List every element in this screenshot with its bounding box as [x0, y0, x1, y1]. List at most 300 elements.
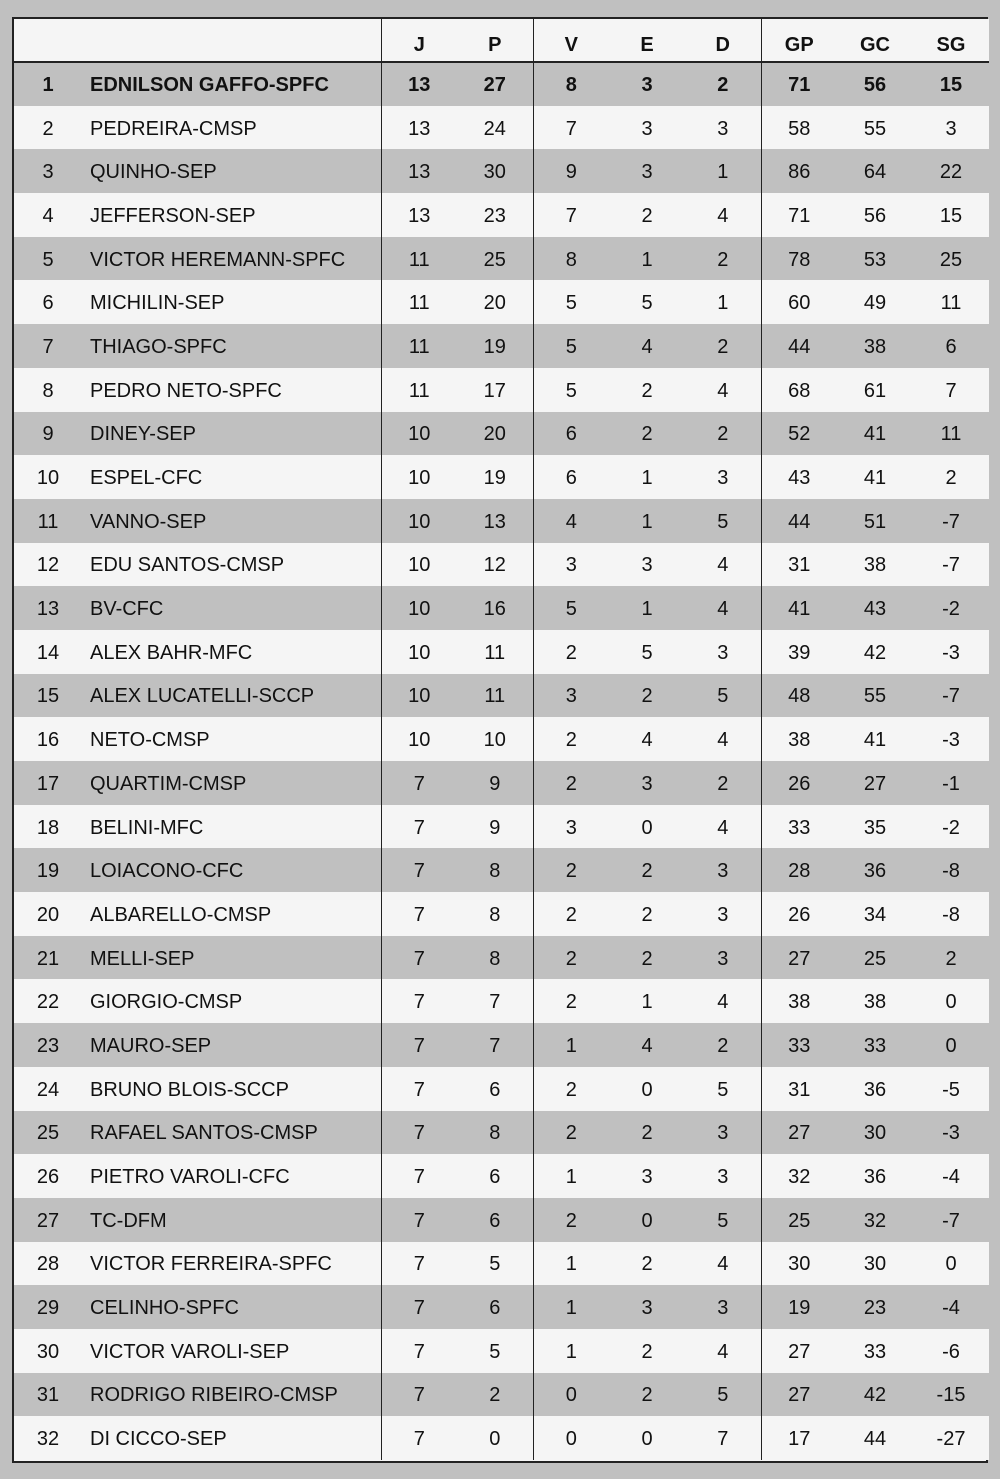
cell-name: BV-CFC — [82, 586, 381, 630]
table-row — [14, 543, 989, 587]
cell-v: 8 — [565, 74, 577, 97]
cell-sg: 2 — [945, 947, 957, 970]
cell-v: 1 — [565, 1253, 577, 1276]
cell-gp: 38 — [788, 729, 811, 752]
cell-j: 10 — [408, 685, 431, 708]
cell-j: 7 — [413, 1340, 425, 1363]
cell-v: 2 — [565, 947, 577, 970]
cell-v: 2 — [565, 903, 577, 926]
cell-d: 3 — [685, 106, 761, 150]
cell-d: 5 — [685, 1198, 761, 1242]
cell-p: 27 — [457, 62, 533, 106]
cell-j: 7 — [413, 860, 425, 883]
cell-name: ALEX BAHR-MFC — [82, 630, 381, 674]
cell-v: 5 — [565, 598, 577, 621]
cell-sg: -27 — [936, 1428, 966, 1451]
cell-gp: 33 — [788, 816, 811, 839]
cell-gp: 41 — [788, 598, 811, 621]
cell-v: 2 — [565, 991, 577, 1014]
cell-j: 7 — [413, 1384, 425, 1407]
cell-gc: 42 — [863, 641, 887, 664]
cell-j: 7 — [413, 1078, 425, 1101]
cell-gc: 35 — [863, 816, 887, 839]
cell-name: QUINHO-SEP — [82, 149, 381, 193]
cell-d: 2 — [685, 761, 761, 805]
cell-pos: 3 — [42, 161, 54, 184]
table-row — [14, 1329, 989, 1373]
cell-d: 4 — [685, 368, 761, 412]
standings-table-frame — [12, 17, 988, 1463]
cell-pos: 32 — [36, 1428, 60, 1451]
cell-sg: -7 — [942, 1209, 960, 1232]
cell-gc: 56 — [863, 74, 887, 97]
cell-name: EDNILSON GAFFO-SPFC — [82, 62, 381, 106]
cell-gc: 25 — [863, 947, 887, 970]
cell-e: 2 — [641, 1384, 653, 1407]
cell-pos: 22 — [36, 991, 60, 1014]
cell-pos: 19 — [36, 860, 60, 883]
cell-name: NETO-CMSP — [82, 717, 381, 761]
cell-p: 12 — [457, 543, 533, 587]
cell-j: 11 — [408, 248, 430, 271]
cell-sg: -2 — [942, 598, 960, 621]
cell-p: 25 — [457, 237, 533, 281]
header-v: V — [533, 19, 609, 62]
cell-d: 3 — [685, 1154, 761, 1198]
cell-gp: 71 — [788, 74, 811, 97]
cell-d: 3 — [685, 1111, 761, 1155]
cell-j: 10 — [408, 510, 431, 533]
cell-e: 2 — [641, 685, 653, 708]
cell-p: 7 — [457, 979, 533, 1023]
cell-gc: 55 — [863, 117, 887, 140]
cell-name: DINEY-SEP — [82, 412, 381, 456]
cell-pos: 23 — [36, 1034, 60, 1057]
cell-d: 2 — [685, 324, 761, 368]
cell-name: RAFAEL SANTOS-CMSP — [82, 1111, 381, 1155]
cell-sg: -1 — [942, 772, 960, 795]
cell-gp: 58 — [788, 117, 811, 140]
cell-gc: 33 — [863, 1340, 887, 1363]
cell-gc: 41 — [863, 423, 887, 446]
header-name — [82, 19, 381, 62]
cell-d: 3 — [685, 630, 761, 674]
cell-pos: 4 — [42, 204, 54, 227]
table-row — [14, 499, 989, 543]
header-gp: GP — [761, 19, 837, 62]
cell-d: 4 — [685, 1242, 761, 1286]
cell-d: 5 — [685, 499, 761, 543]
cell-gc: 27 — [863, 772, 887, 795]
cell-e: 3 — [641, 1297, 653, 1320]
cell-name: VANNO-SEP — [82, 499, 381, 543]
cell-name: PIETRO VAROLI-CFC — [82, 1154, 381, 1198]
cell-gc: 41 — [863, 467, 887, 490]
cell-sg: 0 — [945, 1253, 957, 1276]
cell-pos: 14 — [36, 641, 60, 664]
cell-pos: 15 — [36, 685, 60, 708]
cell-gp: 26 — [788, 772, 811, 795]
cell-v: 2 — [565, 1122, 577, 1145]
cell-gp: 30 — [788, 1253, 811, 1276]
cell-p: 8 — [457, 892, 533, 936]
cell-name: QUARTIM-CMSP — [82, 761, 381, 805]
cell-gp: 32 — [788, 1166, 811, 1189]
cell-p: 8 — [457, 848, 533, 892]
cell-gp: 27 — [788, 1122, 811, 1145]
cell-j: 7 — [413, 1297, 425, 1320]
cell-pos: 26 — [36, 1166, 60, 1189]
header-row — [14, 19, 989, 62]
cell-pos: 30 — [36, 1340, 60, 1363]
cell-gp: 27 — [788, 947, 811, 970]
cell-j: 7 — [413, 1034, 425, 1057]
cell-d: 4 — [685, 979, 761, 1023]
cell-e: 3 — [641, 161, 653, 184]
cell-d: 4 — [685, 805, 761, 849]
cell-sg: 0 — [945, 991, 957, 1014]
cell-sg: -4 — [942, 1166, 960, 1189]
cell-pos: 13 — [36, 598, 60, 621]
cell-sg: 15 — [939, 204, 963, 227]
cell-v: 3 — [565, 685, 577, 708]
cell-gc: 49 — [863, 292, 887, 315]
cell-d: 5 — [685, 1067, 761, 1111]
cell-sg: -8 — [942, 860, 960, 883]
cell-gp: 31 — [788, 1078, 811, 1101]
cell-j: 7 — [413, 903, 425, 926]
cell-v: 7 — [565, 204, 577, 227]
cell-name: VICTOR VAROLI-SEP — [82, 1329, 381, 1373]
cell-e: 2 — [641, 860, 653, 883]
cell-v: 2 — [565, 860, 577, 883]
cell-sg: -8 — [942, 903, 960, 926]
cell-e: 2 — [641, 1253, 653, 1276]
cell-pos: 5 — [42, 248, 54, 271]
cell-e: 4 — [641, 1034, 653, 1057]
cell-d: 4 — [685, 586, 761, 630]
cell-j: 7 — [413, 1253, 425, 1276]
header-p: P — [457, 19, 533, 62]
cell-e: 1 — [641, 598, 653, 621]
cell-sg: 15 — [939, 74, 963, 97]
cell-pos: 11 — [37, 510, 59, 533]
cell-sg: 25 — [939, 248, 963, 271]
cell-sg: -7 — [942, 554, 960, 577]
cell-name: BRUNO BLOIS-SCCP — [82, 1067, 381, 1111]
cell-p: 5 — [457, 1329, 533, 1373]
cell-v: 5 — [565, 379, 577, 402]
cell-p: 9 — [457, 761, 533, 805]
table-row — [14, 280, 989, 324]
cell-name: MAURO-SEP — [82, 1023, 381, 1067]
cell-sg: 2 — [945, 467, 957, 490]
cell-j: 7 — [413, 1166, 425, 1189]
cell-j: 7 — [413, 1428, 425, 1451]
cell-e: 1 — [641, 991, 653, 1014]
cell-d: 7 — [685, 1416, 761, 1460]
cell-p: 20 — [457, 280, 533, 324]
table-row — [14, 1067, 989, 1111]
cell-pos: 20 — [36, 903, 60, 926]
cell-gc: 56 — [863, 204, 887, 227]
cell-gc: 34 — [863, 903, 887, 926]
cell-gp: 17 — [788, 1428, 811, 1451]
table-row — [14, 1023, 989, 1067]
cell-e: 1 — [641, 467, 653, 490]
cell-name: RODRIGO RIBEIRO-CMSP — [82, 1373, 381, 1417]
cell-j: 10 — [408, 598, 431, 621]
cell-gc: 38 — [863, 554, 887, 577]
cell-pos: 27 — [36, 1209, 60, 1232]
cell-name: MICHILIN-SEP — [82, 280, 381, 324]
cell-p: 10 — [457, 717, 533, 761]
table-row — [14, 1198, 989, 1242]
cell-name: GIORGIO-CMSP — [82, 979, 381, 1023]
cell-name: ALEX LUCATELLI-SCCP — [82, 674, 381, 718]
cell-e: 3 — [641, 554, 653, 577]
cell-sg: -7 — [942, 510, 960, 533]
cell-gc: 36 — [863, 860, 887, 883]
cell-j: 7 — [413, 772, 425, 795]
table-row — [14, 1111, 989, 1155]
cell-p: 8 — [457, 1111, 533, 1155]
cell-gc: 32 — [863, 1209, 887, 1232]
cell-j: 10 — [408, 423, 431, 446]
cell-v: 9 — [565, 161, 577, 184]
cell-gp: 39 — [788, 641, 811, 664]
cell-v: 1 — [565, 1034, 577, 1057]
table-row — [14, 630, 989, 674]
cell-name: DI CICCO-SEP — [82, 1416, 381, 1460]
cell-p: 23 — [457, 193, 533, 237]
cell-p: 19 — [457, 455, 533, 499]
cell-v: 4 — [565, 510, 577, 533]
cell-v: 0 — [565, 1384, 577, 1407]
cell-gp: 33 — [788, 1034, 811, 1057]
cell-gc: 38 — [863, 335, 887, 358]
standings-table — [14, 19, 989, 1460]
cell-e: 4 — [641, 335, 653, 358]
cell-v: 3 — [565, 554, 577, 577]
cell-v: 2 — [565, 641, 577, 664]
cell-e: 0 — [641, 816, 653, 839]
cell-name: PEDRO NETO-SPFC — [82, 368, 381, 412]
cell-d: 2 — [685, 62, 761, 106]
cell-p: 5 — [457, 1242, 533, 1286]
cell-e: 3 — [641, 117, 653, 140]
cell-name: JEFFERSON-SEP — [82, 193, 381, 237]
cell-pos: 29 — [36, 1297, 60, 1320]
cell-j: 10 — [408, 467, 431, 490]
table-row — [14, 1285, 989, 1329]
cell-sg: 6 — [945, 335, 957, 358]
table-row — [14, 106, 989, 150]
cell-pos: 2 — [42, 117, 54, 140]
cell-name: ESPEL-CFC — [82, 455, 381, 499]
cell-p: 0 — [457, 1416, 533, 1460]
cell-d: 4 — [685, 193, 761, 237]
cell-d: 3 — [685, 892, 761, 936]
cell-e: 2 — [641, 204, 653, 227]
cell-sg: -4 — [942, 1297, 960, 1320]
cell-gc: 61 — [863, 379, 887, 402]
cell-gp: 28 — [788, 860, 811, 883]
cell-d: 3 — [685, 455, 761, 499]
cell-sg: 22 — [939, 161, 963, 184]
cell-v: 1 — [565, 1340, 577, 1363]
cell-v: 2 — [565, 1209, 577, 1232]
cell-p: 19 — [457, 324, 533, 368]
cell-name: ALBARELLO-CMSP — [82, 892, 381, 936]
cell-p: 7 — [457, 1023, 533, 1067]
cell-e: 4 — [641, 729, 653, 752]
cell-v: 5 — [565, 292, 577, 315]
cell-d: 5 — [685, 1373, 761, 1417]
table-row — [14, 936, 989, 980]
cell-e: 2 — [641, 947, 653, 970]
cell-pos: 18 — [36, 816, 60, 839]
cell-p: 6 — [457, 1285, 533, 1329]
cell-p: 9 — [457, 805, 533, 849]
table-row — [14, 717, 989, 761]
cell-pos: 8 — [42, 379, 54, 402]
cell-e: 2 — [641, 1340, 653, 1363]
cell-d: 4 — [685, 717, 761, 761]
cell-v: 2 — [565, 772, 577, 795]
cell-e: 3 — [641, 772, 653, 795]
cell-gc: 51 — [863, 510, 887, 533]
cell-gp: 25 — [788, 1209, 811, 1232]
cell-pos: 25 — [36, 1122, 60, 1145]
cell-j: 7 — [413, 991, 425, 1014]
cell-p: 2 — [457, 1373, 533, 1417]
cell-pos: 10 — [36, 467, 60, 490]
cell-gp: 27 — [788, 1384, 811, 1407]
table-row — [14, 193, 989, 237]
cell-j: 11 — [408, 292, 430, 315]
cell-sg: -7 — [942, 685, 960, 708]
cell-gc: 33 — [863, 1034, 887, 1057]
cell-v: 2 — [565, 1078, 577, 1101]
cell-e: 2 — [641, 1122, 653, 1145]
cell-e: 5 — [641, 641, 653, 664]
cell-j: 7 — [413, 1209, 425, 1232]
cell-gp: 38 — [788, 991, 811, 1014]
cell-name: LOIACONO-CFC — [82, 848, 381, 892]
cell-sg: -15 — [936, 1384, 966, 1407]
cell-name: VICTOR HEREMANN-SPFC — [82, 237, 381, 281]
cell-sg: -3 — [942, 641, 960, 664]
table-row — [14, 324, 989, 368]
cell-v: 3 — [565, 816, 577, 839]
cell-d: 1 — [685, 280, 761, 324]
cell-gc: 23 — [863, 1297, 887, 1320]
cell-pos: 16 — [36, 729, 60, 752]
cell-p: 8 — [457, 936, 533, 980]
cell-v: 2 — [565, 729, 577, 752]
cell-name: TC-DFM — [82, 1198, 381, 1242]
cell-sg: 3 — [945, 117, 957, 140]
table-row — [14, 979, 989, 1023]
cell-p: 16 — [457, 586, 533, 630]
header-d: D — [685, 19, 761, 62]
cell-gp: 44 — [788, 335, 811, 358]
cell-j: 7 — [413, 1122, 425, 1145]
cell-name: VICTOR FERREIRA-SPFC — [82, 1242, 381, 1286]
cell-p: 11 — [457, 630, 533, 674]
cell-e: 0 — [641, 1428, 653, 1451]
cell-e: 3 — [641, 1166, 653, 1189]
cell-d: 4 — [685, 543, 761, 587]
cell-e: 1 — [641, 248, 653, 271]
header-pos — [14, 19, 82, 62]
cell-sg: -3 — [942, 729, 960, 752]
cell-sg: 11 — [940, 292, 962, 315]
table-row — [14, 761, 989, 805]
table-row — [14, 848, 989, 892]
cell-e: 2 — [641, 379, 653, 402]
cell-pos: 1 — [42, 74, 54, 97]
cell-j: 13 — [408, 74, 431, 97]
cell-j: 11 — [408, 335, 430, 358]
cell-p: 20 — [457, 412, 533, 456]
cell-gp: 86 — [788, 161, 811, 184]
table-row — [14, 412, 989, 456]
table-body — [14, 62, 989, 1460]
table-row — [14, 237, 989, 281]
cell-pos: 17 — [36, 772, 60, 795]
table-row — [14, 455, 989, 499]
cell-v: 5 — [565, 335, 577, 358]
cell-d: 2 — [685, 412, 761, 456]
cell-gc: 42 — [863, 1384, 887, 1407]
cell-name: CELINHO-SPFC — [82, 1285, 381, 1329]
cell-p: 24 — [457, 106, 533, 150]
cell-gp: 43 — [788, 467, 811, 490]
cell-gc: 36 — [863, 1078, 887, 1101]
cell-j: 10 — [408, 729, 431, 752]
table-row — [14, 674, 989, 718]
cell-sg: 0 — [945, 1034, 957, 1057]
table-row — [14, 1242, 989, 1286]
cell-e: 2 — [641, 903, 653, 926]
cell-gp: 31 — [788, 554, 811, 577]
cell-d: 2 — [685, 1023, 761, 1067]
cell-name: PEDREIRA-CMSP — [82, 106, 381, 150]
cell-j: 11 — [408, 379, 430, 402]
cell-gp: 26 — [788, 903, 811, 926]
cell-p: 17 — [457, 368, 533, 412]
header-j: J — [381, 19, 457, 62]
cell-d: 4 — [685, 1329, 761, 1373]
cell-gc: 38 — [863, 991, 887, 1014]
cell-v: 6 — [565, 467, 577, 490]
cell-e: 2 — [641, 423, 653, 446]
table-row — [14, 805, 989, 849]
cell-p: 13 — [457, 499, 533, 543]
cell-e: 1 — [641, 510, 653, 533]
cell-gp: 19 — [788, 1297, 811, 1320]
header-sg: SG — [913, 19, 989, 62]
cell-d: 2 — [685, 237, 761, 281]
cell-v: 6 — [565, 423, 577, 446]
cell-name: MELLI-SEP — [82, 936, 381, 980]
cell-sg: 7 — [945, 379, 957, 402]
cell-j: 13 — [408, 161, 431, 184]
cell-gp: 60 — [788, 292, 811, 315]
cell-sg: -3 — [942, 1122, 960, 1145]
